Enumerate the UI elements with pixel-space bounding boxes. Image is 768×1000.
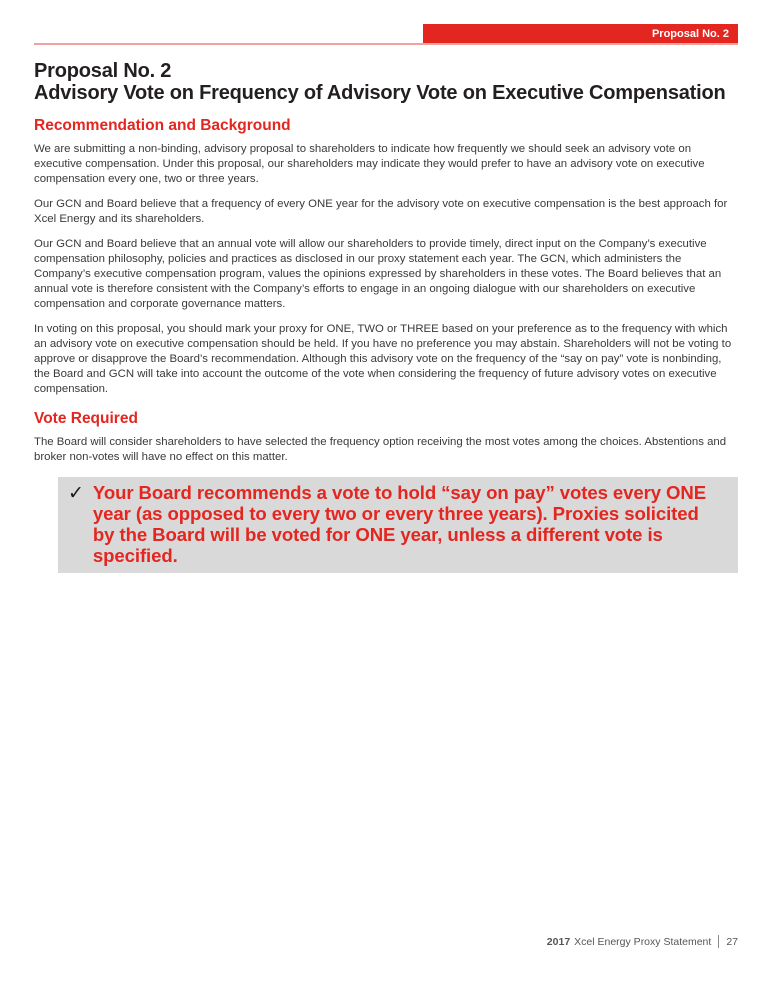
footer-divider: [718, 935, 719, 948]
page-header-tab: [423, 24, 738, 44]
page-header-tab-label: Proposal No. 2: [651, 28, 729, 40]
footer-year: 2017: [546, 935, 571, 948]
page-title-line2: Advisory Vote on Frequency of Advisory Vote on Executive Compensation: [34, 81, 726, 104]
page-title: [34, 61, 738, 104]
recommendation-paragraph-4: In voting on this proposal, you should mark your proxy for ONE, TWO or THREE based on your preference as to the frequency with which an advisory vote on executive compensation should be held. If you have no preference you may abstain. Shareholders will not be voting to approve or disapprove the Board’s recommendation. Although this advisory vote on the frequency of the “say on pay” vote is nonbinding, the Board and GCN will take into account the outcome of the vote when considering the frequency of future advisory votes on executive compensation.: [34, 323, 732, 395]
board-recommendation-box: [58, 477, 738, 573]
checkmark-icon: ✓: [68, 483, 84, 504]
recommendation-paragraph-2: Our GCN and Board believe that a frequency of every ONE year for the advisory vote on executive compensation is the best approach for Xcel Energy and its shareholders.: [34, 198, 728, 225]
footer-page-number: 27: [726, 935, 738, 948]
document-content: [34, 61, 738, 573]
vote-required-paragraph: The Board will consider shareholders to have selected the frequency option receiving the most votes among the choices. Abstentions and broker non-votes will have no effect on this matter.: [34, 436, 727, 463]
header-rule: [34, 43, 738, 45]
page-footer: [547, 935, 738, 948]
page-title-line1: Proposal No. 2: [34, 60, 172, 82]
recommendation-paragraph-3: Our GCN and Board believe that an annual vote will allow our shareholders to provide timely, direct input on the Company’s executive compensation philosophy, policies and practices as disclosed in our proxy statement each year. The GCN, which administers the Company’s executive compensation program, values the opinions expressed by shareholders in these votes. The Board believes that an annual vote is therefore consistent with the Company’s efforts to engage in an ongoing dialogue with our shareholders on executive compensation and corporate governance matters.: [34, 238, 722, 310]
board-recommendation-text: Your Board recommends a vote to hold “say on pay” votes every ONE year (as opposed to every two or every three years). Proxies solicited by the Board will be voted for ONE year, unless a different vote is specified.: [92, 482, 707, 566]
recommendation-paragraph-1: We are submitting a non-binding, advisory proposal to shareholders to indicate how frequently we should seek an advisory vote on executive compensation. Under this proposal, our shareholders may indicate they would prefer to have an advisory vote on executive compensation every one, two or three years.: [34, 143, 705, 185]
section-heading-recommendation-and-background: Recommendation and Background: [34, 117, 291, 134]
footer-label: Xcel Energy Proxy Statement: [574, 935, 712, 948]
section-heading-vote-required: Vote Required: [34, 410, 138, 427]
